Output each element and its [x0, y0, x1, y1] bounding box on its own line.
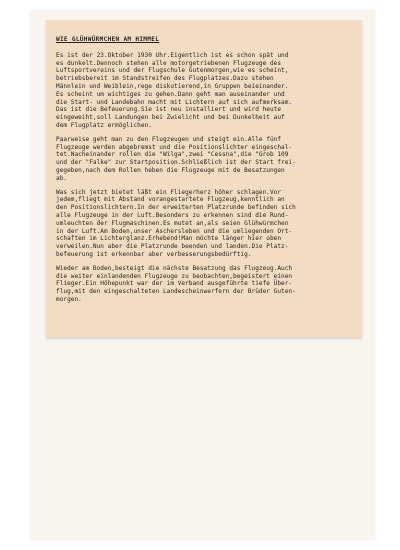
article-paragraph — [56, 189, 354, 259]
text-line: Flieger.Ein Höhepunkt war der im Verband ausgeführte tiefe Über- — [56, 280, 293, 288]
text-line: ab. — [56, 174, 68, 182]
text-line: Flugzeuge werden abgebremst und die Positionslichter eingeschal- — [56, 143, 293, 151]
text-line: jedem,fliegt mit Abstand vorangestartete Flugzeug,kenntlich an — [56, 196, 285, 204]
text-line: in der Luft.Am Boden,unser Aschersleben und die umliegenden Ort- — [56, 227, 293, 235]
text-line: und der "Falke" zur Startposition.Schließlich ist der Start frei- — [56, 159, 296, 167]
text-line: betriebsbereit im Standstreifen des Flugplatzes.Dazu stehen — [56, 75, 274, 83]
text-line: Was sich jetzt bietet läßt ein Fliegerherz höher schlagen.Vor — [56, 188, 282, 196]
text-line: es dunkelt.Dennoch stehen alle motorgetriebenen Flugzeuge des — [56, 59, 282, 67]
text-line: dem Flugplatz ermöglichen. — [56, 121, 152, 129]
article-title: WIE GLÜHWÜRMCHEN AM HIMMEL — [56, 36, 160, 43]
article-paragraph — [56, 136, 354, 183]
text-line: befeuerung ist erkennbar aber verbesserungsbedürftig. — [56, 250, 252, 258]
text-line: schaften im Lichterglanz.Erhebend!Man möchte länger hier oben — [56, 235, 282, 243]
text-line: Männlein und Weiblein,rege diskutierend,in Gruppen beieinander. — [56, 82, 289, 90]
text-line: Wieder am Boden,besteigt die nächste Besatzung das Flugzeug.Auch — [56, 264, 293, 272]
text-line: morgen. — [56, 295, 82, 303]
text-line: den Positionslichtern.In der erweiterten Platzrunde befinden sich — [56, 204, 296, 212]
text-line: Es scheint um wichtiges zu gehen.Dann geht man auseinander und — [56, 90, 285, 98]
text-line: tet.Nacheinander rollen die "Wilga",zwei "Cessna",die "Grob 109 — [56, 151, 289, 159]
article-paragraph — [56, 265, 354, 304]
text-line: umleuchten der Flugmaschinen.Es mutet an,als seien Glühwürmchen — [56, 219, 289, 227]
text-line: Luftsportvereins und der Flugschule Gutenmorgen,wie es scheint, — [56, 67, 289, 75]
article-paragraph — [56, 52, 354, 130]
article-body — [56, 52, 354, 304]
text-line: verweilen.Nun aber die Platzrunde beenden und landen.Die Platz- — [56, 243, 289, 251]
newspaper-clipping — [46, 20, 362, 338]
typed-article — [56, 36, 354, 310]
text-line: Es ist der 23.Oktober 1930 Uhr.Eigentlich ist es schon spät und — [56, 51, 289, 59]
text-line: Paarweise geht man zu den Flugzeugen und steigt ein.Alle fünf — [56, 135, 282, 143]
text-line: flug,mit den eingeschalteten Landescheinwerfern der Brüder Guten- — [56, 288, 296, 296]
text-line: eingeweiht,soll Landungen bei Zwielicht und bei Dunkelheit auf — [56, 114, 285, 122]
text-line: alle Flugzeuge in der Luft.Besonders zu erkennen sind die Rund- — [56, 211, 289, 219]
text-line: die Start- und Landebahn macht mit Lichtern auf sich aufmerksam. — [56, 98, 293, 106]
text-line: die weiter einlandenden Flugzeuge zu beobachten,begeistert einen — [56, 272, 293, 280]
text-line: Das ist die Befeuerung.Sie ist neu installiert und wird heute — [56, 106, 282, 114]
text-line: gegeben,nach dem Rollen heben die Flugzeuge mit de Besatzungen — [56, 166, 285, 174]
